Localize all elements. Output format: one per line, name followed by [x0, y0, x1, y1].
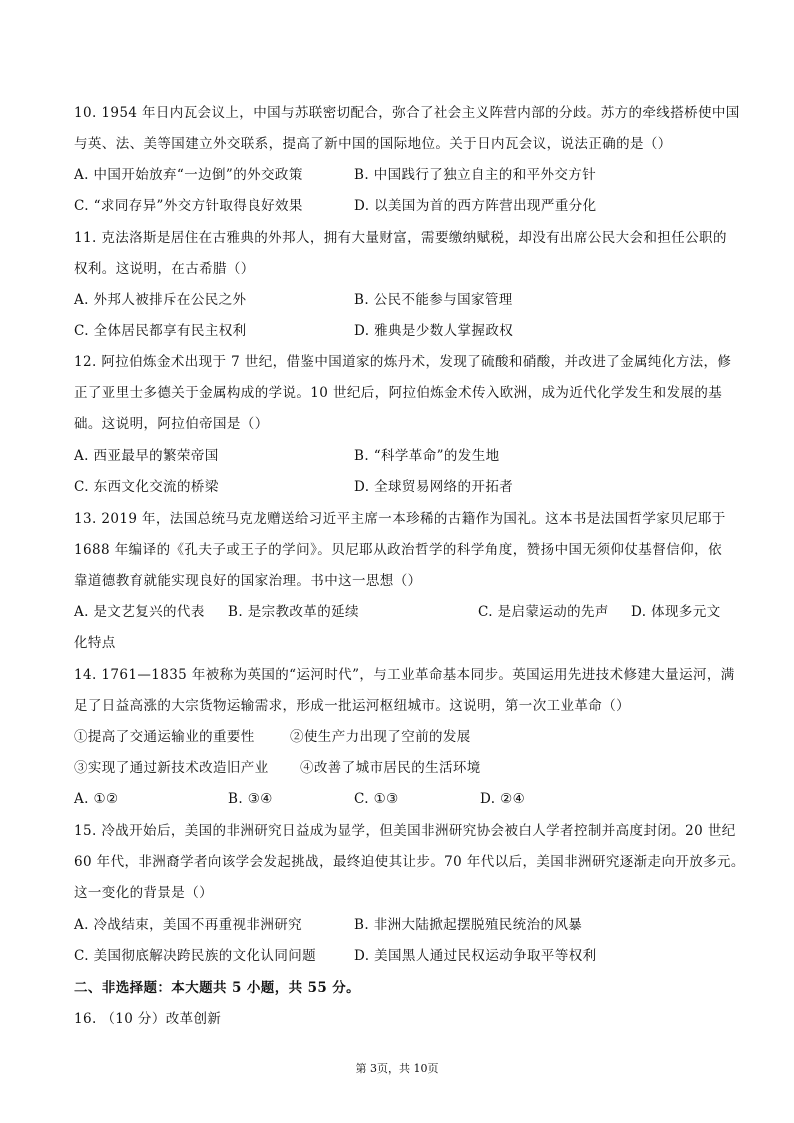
q12-option-b[interactable]: B. “科学革命”的发生地 — [354, 448, 500, 464]
q14-option-a[interactable]: A. ①② — [74, 791, 119, 807]
q14-item-2: ②使生产力出现了空前的发展 — [290, 729, 471, 745]
q11-option-d[interactable]: D. 雅典是少数人掌握政权 — [354, 323, 514, 339]
q13-option-a[interactable]: A. 是文艺复兴的代表 — [74, 604, 205, 620]
q10-option-c[interactable]: C. “求同存异”外交方针取得良好效果 — [74, 198, 303, 214]
q14-stem-line-1: 14. 1761—1835 年被称为英国的“运河时代”，与工业革命基本同步。英国运用先进技术修建大量运河，满 — [74, 667, 735, 683]
q15-stem-line-1: 15. 冷战开始后，美国的非洲研究日益成为显学，但美国非洲研究协会被白人学者控制并高度封闭。20 世纪 — [74, 823, 736, 839]
q10-option-a[interactable]: A. 中国开始放弃“一边倒”的外交政策 — [74, 167, 303, 183]
section-two-heading: 二、非选择题：本大题共 5 小题，共 55 分。 — [74, 980, 361, 996]
q12-stem-line-1: 12. 阿拉伯炼金术出现于 7 世纪，借鉴中国道家的炼丹术，发现了硫酸和硝酸，并改进了金属纯化方法，修 — [74, 354, 732, 370]
q13-stem-line-2: 1688 年编译的《孔夫子或王子的学问》。贝尼耶从政治哲学的科学角度，赞扬中国无须仰仗基督信仰，依 — [74, 542, 722, 558]
q14-stem-line-2: 足了日益高涨的大宗货物运输需求，形成一批运河枢纽城市。这说明，第一次工业革命（） — [74, 698, 630, 714]
q15-option-c[interactable]: C. 美国彻底解决跨民族的文化认同问题 — [74, 948, 317, 964]
q12-option-a[interactable]: A. 西亚最早的繁荣帝国 — [74, 448, 219, 464]
q15-option-a[interactable]: A. 冷战结束，美国不再重视非洲研究 — [74, 917, 303, 933]
q12-stem-line-3: 础。这说明，阿拉伯帝国是（） — [74, 416, 269, 432]
q14-item-3: ③实现了通过新技术改造旧产业 — [74, 760, 269, 776]
q10-stem-line-2: 与英、法、美等国建立外交联系，提高了新中国的国际地位。关于日内瓦会议，说法正确的是（） — [74, 136, 672, 152]
q11-option-c[interactable]: C. 全体居民都享有民主权利 — [74, 323, 247, 339]
q15-option-b[interactable]: B. 非洲大陆掀起摆脱殖民统治的风暴 — [354, 917, 583, 933]
q11-option-a[interactable]: A. 外邦人被排斥在公民之外 — [74, 292, 247, 308]
q12-option-d[interactable]: D. 全球贸易网络的开拓者 — [354, 479, 514, 495]
q15-stem-line-2: 60 年代，非洲裔学者向该学会发起挑战，最终迫使其让步。70 年代以后，美国非洲研究逐渐走向开放多元。 — [74, 854, 745, 870]
q15-stem-line-3: 这一变化的背景是（） — [74, 885, 213, 901]
q14-item-4: ④改善了城市居民的生活环境 — [300, 760, 481, 776]
q13-option-d-continued: 化特点 — [74, 635, 116, 651]
q12-stem-line-2: 正了亚里士多德关于金属构成的学说。10 世纪后，阿拉伯炼金术传入欧洲，成为近代化学发生和发展的基 — [74, 385, 723, 401]
page-footer: 第 3页，共 10页 — [355, 1062, 439, 1075]
q16-title: 16. （10 分）改革创新 — [74, 1011, 222, 1027]
q14-item-1: ①提高了交通运输业的重要性 — [74, 729, 255, 745]
q11-stem-line-1: 11. 克法洛斯是居住在古雅典的外邦人，拥有大量财富，需要缴纳赋税，却没有出席公民大会和担任公职的 — [74, 230, 727, 246]
q14-option-b[interactable]: B. ③④ — [228, 791, 273, 807]
q10-option-b[interactable]: B. 中国践行了独立自主的和平外交方针 — [354, 167, 597, 183]
q13-option-d[interactable]: D. 体现多元文 — [631, 604, 721, 620]
q12-option-c[interactable]: C. 东西文化交流的桥梁 — [74, 479, 219, 495]
q14-option-c[interactable]: C. ①③ — [354, 791, 399, 807]
q14-option-d[interactable]: D. ②④ — [480, 791, 526, 807]
q11-option-b[interactable]: B. 公民不能参与国家管理 — [354, 292, 513, 308]
q13-option-c[interactable]: C. 是启蒙运动的先声 — [478, 604, 609, 620]
q11-stem-line-2: 权利。这说明，在古希腊（） — [74, 261, 255, 277]
q13-option-b[interactable]: B. 是宗教改革的延续 — [228, 604, 359, 620]
q10-option-d[interactable]: D. 以美国为首的西方阵营出现严重分化 — [354, 198, 597, 214]
q15-option-d[interactable]: D. 美国黑人通过民权运动争取平等权利 — [354, 948, 597, 964]
q10-stem-line-1: 10. 1954 年日内瓦会议上，中国与苏联密切配合，弥合了社会主义阵营内部的分歧。苏方的牵线搭桥使中国 — [74, 105, 740, 121]
q13-stem-line-3: 靠道德教育就能实现良好的国家治理。书中这一思想（） — [74, 573, 422, 589]
q13-stem-line-1: 13. 2019 年，法国总统马克龙赠送给习近平主席一本珍稀的古籍作为国礼。这本书是法国哲学家贝尼耶于 — [74, 511, 726, 527]
